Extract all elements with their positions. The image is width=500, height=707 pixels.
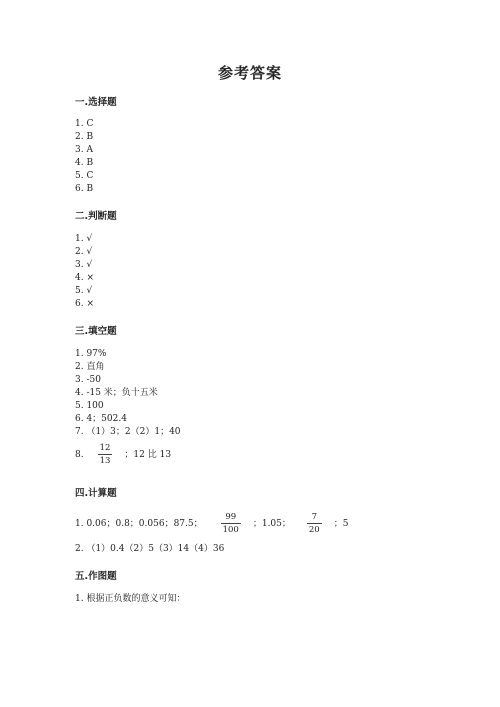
answer-line: 5. C bbox=[75, 171, 94, 181]
fraction-denominator: 100 bbox=[222, 525, 239, 535]
fraction-numerator: 12 bbox=[99, 443, 111, 453]
page-title: 参考答案 bbox=[217, 64, 282, 82]
section-heading-fill-blank: 三.填空题 bbox=[75, 326, 117, 337]
fraction-denominator: 20 bbox=[308, 525, 320, 535]
answer-line: 1. C bbox=[75, 119, 94, 129]
answer-line: 1. √ bbox=[75, 234, 93, 244]
section-heading-choice: 一.选择题 bbox=[75, 97, 117, 108]
answer-line: 1. 97% bbox=[75, 349, 107, 359]
answer-line: 3. A bbox=[75, 145, 93, 155]
answer-line: 4. B bbox=[75, 158, 94, 168]
answer-line: 6. × bbox=[75, 299, 94, 309]
answer-line: 3. √ bbox=[75, 260, 93, 270]
answer-line: 4. -15 米；负十五米 bbox=[75, 388, 158, 398]
answer-text: 1. 0.06；0.8；0.056；87.5； bbox=[75, 519, 203, 529]
section-heading-calculation: 四.计算题 bbox=[75, 488, 117, 499]
fraction-denominator: 13 bbox=[99, 456, 111, 466]
fraction-numerator: 7 bbox=[307, 512, 322, 524]
section-heading-judgment: 二.判断题 bbox=[75, 211, 117, 222]
answer-line: 4. × bbox=[75, 273, 94, 283]
answer-line: 6. 4；502.4 bbox=[75, 414, 127, 424]
item-number: 8. bbox=[75, 450, 84, 460]
answer-text: ；5 bbox=[333, 519, 349, 529]
fraction-numerator: 99 bbox=[221, 512, 241, 524]
fraction bbox=[98, 443, 113, 466]
fraction bbox=[221, 512, 241, 535]
answer-line: 2. B bbox=[75, 132, 94, 142]
answer-line: 7. （1）3；2（2）1；40 bbox=[75, 427, 181, 437]
answer-line: 1. 根据正负数的意义可知： bbox=[75, 594, 186, 604]
answer-text: ；1.05； bbox=[252, 519, 291, 529]
answer-line: 5. 100 bbox=[75, 401, 104, 411]
answer-line: 3. -50 bbox=[75, 375, 101, 385]
answer-line: 2. √ bbox=[75, 247, 93, 257]
answer-line-fraction bbox=[75, 512, 348, 535]
answer-line: 2. （1）0.4（2）5（3）14（4）36 bbox=[75, 544, 225, 554]
answer-line: 5. √ bbox=[75, 286, 93, 296]
answer-line: 6. B bbox=[75, 184, 94, 194]
section-heading-drawing: 五.作图题 bbox=[75, 571, 117, 582]
answer-line: 2. 直角 bbox=[75, 362, 105, 372]
fraction bbox=[307, 512, 322, 535]
answer-text: ；12 比 13 bbox=[124, 450, 172, 460]
answer-line-fraction bbox=[75, 443, 171, 466]
